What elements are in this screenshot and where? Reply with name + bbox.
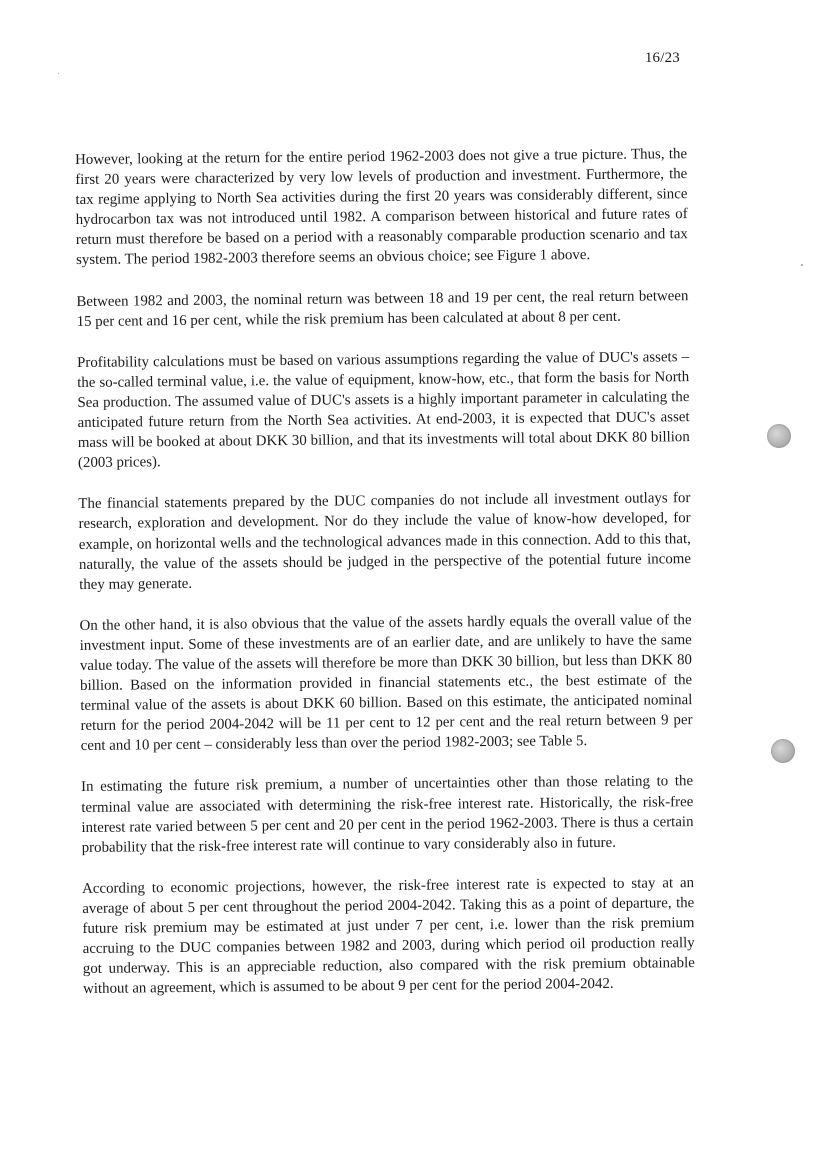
paragraph-risk-premium-uncertainty: In estimating the future risk premium, a number of uncertainties other than those relating to the terminal value are associated with determining the risk-free interest rate. Historically, the risk-free interest rate varied between 5 per cent and 20 per cent in the period 1962-2003. There is thus a certain probability that the risk-free interest rate will continue to vary considerably also in future. <box>81 773 694 856</box>
paragraph-return-period: However, looking at the return for the entire period 1962-2003 does not give a true picture. Thus, the first 20 years were characterized by very low levels of production and investment. Furthermore, the tax regime applying to North Sea activities during the first 20 years was considerably different, since hydrocarbon tax was not introduced until 1982. A comparison between historical and future rates of return must therefore be based on a period with a reasonably comparable production scenario and tax system. The period 1982-2003 therefore seems an obvious choice; see Figure 1 above. <box>75 146 688 269</box>
body-text <box>75 144 695 1020</box>
punch-hole-icon <box>767 424 791 448</box>
paragraph-asset-value: On the other hand, it is also obvious that the value of the assets hardly equals the overall value of the investment input. Some of these investments are of an earlier date, and are unlikely to have the same value today. The value of the assets will therefore be more than DKK 30 billion, but less than DKK 80 billion. Based on the information provided in financial statements etc., the best estimate of the terminal value of the assets is about DKK 60 billion. Based on this estimate, the anticipated nominal return for the period 2004-2042 will be 11 per cent to 12 per cent and the real return between 9 per cent and 10 per cent – considerably less than over the period 1982-2003; see Table 5. <box>79 611 693 755</box>
page-number: 16/23 <box>644 50 680 66</box>
punch-hole-icon <box>771 739 795 763</box>
scan-speck <box>58 73 59 74</box>
paragraph-financial-statements: The financial statements prepared by the DUC companies do not include all investment outlays for research, exploration and development. Nor do they include the value of know-how developed, for example, on horizontal wells and the technological advances made in this connection. Add to this that, naturally, the value of the assets should be judged in the perspective of the potential future income they may generate. <box>78 490 692 593</box>
paragraph-profitability: Profitability calculations must be based on various assumptions regarding the value of DUC's assets – the so-called terminal value, i.e. the value of equipment, know-how, etc., that form the basis for North Sea production. The assumed value of DUC's assets is a highly important parameter in calculating the anticipated future return from the North Sea activities. At end-2003, it is expected that DUC's asset mass will be booked at about DKK 30 billion, and that its investments will total about DKK 80 billion (2003 prices). <box>76 348 690 472</box>
paragraph-nominal-return: Between 1982 and 2003, the nominal return was between 18 and 19 per cent, the real return between 15 per cent and 16 per cent, while the risk premium has been calculated at about 8 per cent. <box>76 287 689 330</box>
paragraph-economic-projections: According to economic projections, however, the risk-free interest rate is expected to stay at an average of about 5 per cent throughout the period 2004-2042. Taking this as a point of departure, the future risk premium may be estimated at just under 7 per cent, i.e. lower than the risk premium accruing to the DUC companies between 1982 and 2003, during which period oil production really got underway. This is an appreciable reduction, also compared with the risk premium obtainable without an agreement, which is assumed to be about 9 per cent for the period 2004-2042. <box>82 874 695 998</box>
scan-speck <box>801 264 803 266</box>
